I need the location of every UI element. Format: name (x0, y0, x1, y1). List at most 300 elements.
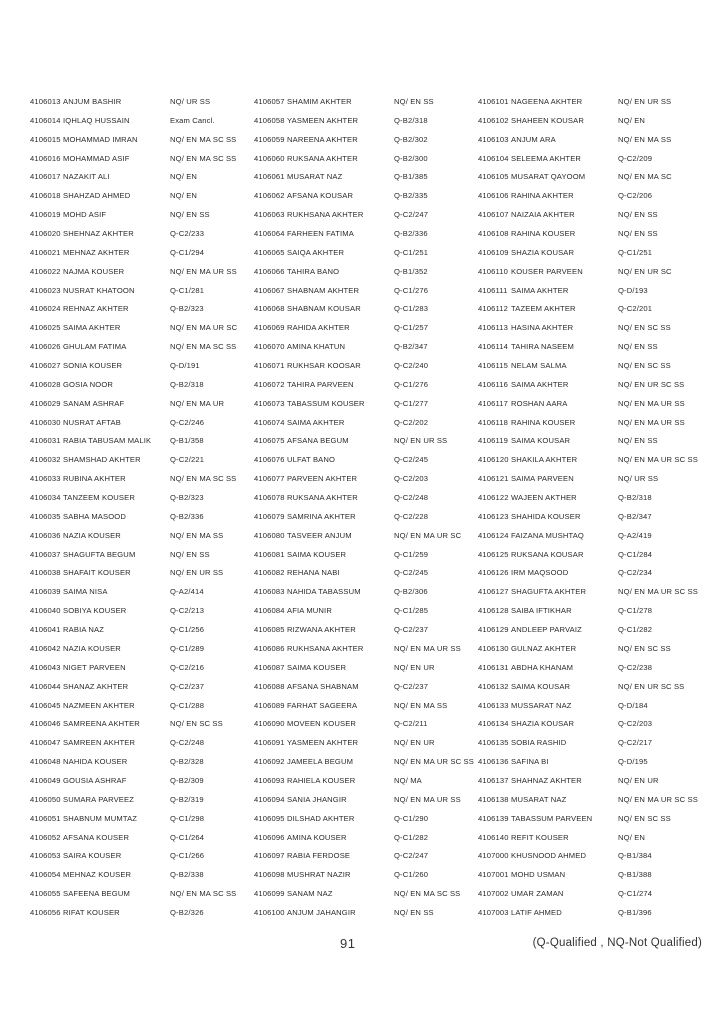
candidate-name: SHEHNAZ AKHTER (63, 229, 134, 239)
roll-number: 4106019 (30, 210, 61, 220)
candidate-name: ANJUM JAHANGIR (287, 907, 356, 917)
candidate-name: SAIMA AKHTER (287, 417, 345, 427)
candidate-name: AFSANA BEGUM (287, 436, 349, 446)
result-row (478, 357, 702, 376)
result-row (254, 697, 478, 716)
candidate-name: SAIMA KOUSAR (511, 681, 571, 691)
result-row (478, 753, 702, 772)
roll-number: 4106045 (30, 700, 61, 710)
roll-number: 4106140 (478, 832, 509, 842)
roll-number: 4106020 (30, 229, 61, 239)
result-row (254, 414, 478, 433)
result-row (254, 546, 478, 565)
result-code: NQ/ EN SS (618, 210, 658, 220)
candidate-name: SAMREEN AKHTER (63, 738, 136, 748)
result-code: Q-C1/266 (170, 851, 205, 861)
result-row (30, 319, 254, 338)
roll-number: 4106034 (30, 493, 61, 503)
result-row (254, 772, 478, 791)
result-code: NQ/ EN UR (618, 775, 659, 785)
candidate-name: AMINA KOUSER (287, 832, 347, 842)
result-row (254, 583, 478, 602)
result-row (30, 621, 254, 640)
roll-number: 4106136 (478, 757, 509, 767)
candidate-name: AFIA MUNIR (287, 606, 332, 616)
candidate-name: MOHD USMAN (511, 870, 566, 880)
result-code: Q-B1/358 (170, 436, 204, 446)
candidate-name: NUSRAT KHATOON (63, 285, 135, 295)
result-code: Q-C2/247 (394, 851, 429, 861)
result-code: NQ/ EN MA SC SS (170, 474, 237, 484)
roll-number: 4106110 (478, 266, 509, 276)
roll-number: 4106047 (30, 738, 61, 748)
result-code: Q-C2/228 (394, 511, 429, 521)
roll-number: 4106087 (254, 662, 285, 672)
candidate-name: SELEEMA AKHTER (511, 153, 582, 163)
result-row (254, 319, 478, 338)
candidate-name: SAIMA AKHTER (511, 379, 569, 389)
roll-number: 4106028 (30, 379, 61, 389)
result-row (478, 546, 702, 565)
result-row (254, 829, 478, 848)
result-code: NQ/ UR SS (618, 474, 659, 484)
result-code: Q-B1/384 (618, 851, 652, 861)
candidate-name: RUKSANA AKHTER (287, 153, 358, 163)
result-code: Q-B2/319 (170, 794, 204, 804)
result-row (30, 527, 254, 546)
qualification-legend: (Q-Qualified , NQ-Not Qualified) (532, 937, 702, 949)
result-row (478, 772, 702, 791)
candidate-name: SAIQA AKHTER (287, 247, 345, 257)
result-row (254, 225, 478, 244)
result-code: Q-C1/288 (170, 700, 205, 710)
result-code: Q-C2/248 (170, 738, 205, 748)
result-row (254, 112, 478, 131)
candidate-name: GULNAZ AKHTER (511, 643, 577, 653)
result-code: Q-C2/201 (618, 304, 653, 314)
roll-number: 4106111 (478, 285, 508, 295)
result-code: Q-C2/206 (618, 191, 653, 201)
roll-number: 4106091 (254, 738, 285, 748)
result-row (478, 206, 702, 225)
result-code: Q-C1/282 (618, 625, 653, 635)
result-code: Q-B2/306 (394, 587, 428, 597)
result-code: NQ/ EN SS (618, 229, 658, 239)
result-code: Q-C1/281 (170, 285, 205, 295)
roll-number: 4106126 (478, 568, 509, 578)
result-code: Q-C1/282 (394, 832, 429, 842)
result-row (478, 715, 702, 734)
candidate-name: SANIA JHANGIR (287, 794, 347, 804)
candidate-name: SHAMSHAD AKHTER (63, 455, 141, 465)
result-code: NQ/ EN (170, 172, 198, 182)
candidate-name: KHUSNOOD AHMED (511, 851, 587, 861)
result-row (478, 583, 702, 602)
result-row (478, 300, 702, 319)
result-code: Q-C1/278 (618, 606, 653, 616)
candidate-name: MOHAMMAD IMRAN (63, 134, 138, 144)
result-code: Q-C1/294 (170, 247, 205, 257)
candidate-name: SHAMIM AKHTER (287, 97, 352, 106)
candidate-name: ULFAT BANO (287, 455, 336, 465)
candidate-name: GOUSIA ASHRAF (63, 775, 127, 785)
roll-number: 4106130 (478, 643, 509, 653)
result-row (30, 225, 254, 244)
result-code: Q-C1/264 (170, 832, 205, 842)
result-row (254, 300, 478, 319)
candidate-name: TASVEER ANJUM (287, 530, 352, 540)
result-row (478, 621, 702, 640)
roll-number: 4106115 (478, 361, 509, 371)
roll-number: 4106097 (254, 851, 285, 861)
candidate-name: ANJUM ARA (511, 134, 556, 144)
result-code: Q-C1/276 (394, 379, 429, 389)
candidate-name: SOBIA RASHID (511, 738, 567, 748)
results-table (30, 93, 702, 923)
result-row (254, 791, 478, 810)
candidate-name: TAHIRA BANO (287, 266, 340, 276)
roll-number: 4106120 (478, 455, 509, 465)
result-code: NQ/ EN MA UR SS (394, 794, 461, 804)
result-code: Q-C2/211 (394, 719, 428, 729)
result-code: NQ/ EN MA SC (618, 172, 672, 182)
result-row (30, 678, 254, 697)
roll-number: 4106023 (30, 285, 61, 295)
candidate-name: NELAM SALMA (511, 361, 567, 371)
result-code: Q-B2/336 (170, 511, 204, 521)
roll-number: 4106076 (254, 455, 285, 465)
roll-number: 4106083 (254, 587, 285, 597)
result-row (254, 904, 478, 923)
result-row (254, 244, 478, 263)
roll-number: 4106022 (30, 266, 61, 276)
result-code: Q-B2/323 (170, 304, 204, 314)
result-code: Q-D/195 (618, 757, 648, 767)
roll-number: 4106101 (478, 97, 509, 106)
candidate-name: FARHEEN FATIMA (287, 229, 354, 239)
result-row (254, 678, 478, 697)
result-row (254, 395, 478, 414)
result-row (30, 168, 254, 187)
roll-number: 4106125 (478, 549, 509, 559)
result-code: Q-C2/221 (170, 455, 205, 465)
candidate-name: RABIA NAZ (63, 625, 105, 635)
result-code: NQ/ EN (618, 115, 646, 125)
candidate-name: FAIZANA MUSHTAQ (511, 530, 584, 540)
result-row (254, 734, 478, 753)
result-row (478, 885, 702, 904)
result-code: Q-C2/238 (618, 662, 653, 672)
candidate-name: GHULAM FATIMA (63, 342, 127, 352)
roll-number: 4106046 (30, 719, 61, 729)
result-row (254, 602, 478, 621)
candidate-name: SHAGUFTA AKHTER (511, 587, 587, 597)
candidate-name: SAMREENA AKHTER (63, 719, 140, 729)
roll-number: 4106102 (478, 115, 509, 125)
result-code: Q-C2/203 (394, 474, 429, 484)
candidate-name: PARVEEN AKHTER (287, 474, 358, 484)
candidate-name: SHABNAM KOUSAR (287, 304, 361, 314)
result-row (478, 414, 702, 433)
roll-number: 4106026 (30, 342, 61, 352)
result-code: Q-B1/385 (394, 172, 428, 182)
result-row (254, 187, 478, 206)
result-row (30, 602, 254, 621)
roll-number: 4106116 (478, 379, 509, 389)
candidate-name: IRM MAQSOOD (511, 568, 569, 578)
candidate-name: SANAM NAZ (287, 889, 333, 899)
roll-number: 4106040 (30, 606, 61, 616)
result-code: Q-B1/396 (618, 907, 652, 917)
roll-number: 4106063 (254, 210, 285, 220)
result-row (254, 659, 478, 678)
result-code: NQ/ EN SC SS (618, 361, 671, 371)
roll-number: 4106089 (254, 700, 285, 710)
roll-number: 4106074 (254, 417, 285, 427)
result-code: NQ/ EN MA SC SS (394, 889, 461, 899)
result-code: NQ/ EN MA SS (170, 530, 224, 540)
result-row (478, 131, 702, 150)
roll-number: 4106139 (478, 813, 509, 823)
candidate-name: SANAM ASHRAF (63, 398, 125, 408)
roll-number: 4106068 (254, 304, 285, 314)
candidate-name: MEHNAZ KOUSER (63, 870, 132, 880)
roll-number: 4106112 (478, 304, 509, 314)
result-code: Q-B2/309 (170, 775, 204, 785)
candidate-name: AFSANA SHABNAM (287, 681, 359, 691)
candidate-name: SHAGUFTA BEGUM (63, 549, 136, 559)
roll-number: 4106048 (30, 757, 61, 767)
result-code: Q-C2/245 (394, 455, 429, 465)
result-code: NQ/ UR SS (170, 97, 211, 106)
result-code: NQ/ EN UR SC SS (618, 681, 685, 691)
roll-number: 4106014 (30, 115, 61, 125)
roll-number: 4106025 (30, 323, 61, 333)
candidate-name: TANZEEM KOUSER (63, 493, 135, 503)
result-code: NQ/ EN MA UR SS (170, 266, 237, 276)
result-code: Q-C1/283 (394, 304, 429, 314)
result-row (478, 112, 702, 131)
roll-number: 4106021 (30, 247, 61, 257)
roll-number: 4106098 (254, 870, 285, 880)
roll-number: 4106044 (30, 681, 61, 691)
roll-number: 4106061 (254, 172, 285, 182)
roll-number: 4106096 (254, 832, 285, 842)
roll-number: 4106067 (254, 285, 285, 295)
result-code: Q-C2/217 (618, 738, 653, 748)
result-row (30, 470, 254, 489)
result-row (30, 697, 254, 716)
result-row (478, 847, 702, 866)
result-code: Q-B2/326 (170, 907, 204, 917)
result-row (254, 866, 478, 885)
candidate-name: RUKHSANA AKHTER (287, 643, 364, 653)
result-code: Q-C1/259 (394, 549, 429, 559)
candidate-name: KOUSER PARVEEN (511, 266, 583, 276)
result-row (478, 564, 702, 583)
result-code: Q-C2/237 (170, 681, 205, 691)
result-row (478, 527, 702, 546)
result-code: NQ/ EN MA SS (618, 134, 672, 144)
result-code: NQ/ EN MA UR SC SS (618, 587, 698, 597)
candidate-name: TAZEEM AKHTER (511, 304, 576, 314)
roll-number: 4106033 (30, 474, 61, 484)
candidate-name: NAZAKIT ALI (63, 172, 110, 182)
candidate-name: MUSARAT NAZ (287, 172, 343, 182)
result-code: NQ/ EN SS (170, 210, 210, 220)
result-row (478, 150, 702, 169)
roll-number: 4106129 (478, 625, 509, 635)
result-code: NQ/ EN UR SC SS (618, 379, 685, 389)
roll-number: 4106031 (30, 436, 61, 446)
result-code: NQ/ EN (170, 191, 198, 201)
result-code: NQ/ EN MA UR SS (394, 643, 461, 653)
candidate-name: SAMRINA AKHTER (287, 511, 356, 521)
candidate-name: MOHD ASIF (63, 210, 107, 220)
candidate-name: JAMEELA BEGUM (287, 757, 354, 767)
result-row (478, 904, 702, 923)
result-code: NQ/ EN SC SS (618, 323, 671, 333)
result-row (30, 395, 254, 414)
result-code: Q-B2/347 (394, 342, 428, 352)
roll-number: 4107002 (478, 889, 509, 899)
candidate-name: YASMEEN AKHTER (287, 115, 359, 125)
result-row (254, 131, 478, 150)
result-row (254, 508, 478, 527)
result-row (254, 93, 478, 112)
roll-number: 4106042 (30, 643, 61, 653)
roll-number: 4107003 (478, 907, 509, 917)
roll-number: 4106017 (30, 172, 61, 182)
result-code: Q-B2/318 (394, 115, 428, 125)
result-row (254, 847, 478, 866)
roll-number: 4106038 (30, 568, 61, 578)
candidate-name: NAJMA KOUSER (63, 266, 125, 276)
result-row (478, 319, 702, 338)
result-row (30, 376, 254, 395)
result-code: Q-D/193 (618, 285, 648, 295)
result-row (30, 300, 254, 319)
result-row (254, 206, 478, 225)
roll-number: 4106131 (478, 662, 509, 672)
candidate-name: SABHA MASOOD (63, 511, 126, 521)
roll-number: 4106105 (478, 172, 509, 182)
candidate-name: SAIMA KOUSAR (511, 436, 571, 446)
candidate-name: NAIZAIA AKHTER (511, 210, 575, 220)
candidate-name: SAIMA AKHTER (511, 285, 569, 295)
result-row (30, 451, 254, 470)
candidate-name: SHAHZAD AHMED (63, 191, 131, 201)
result-code: Q-C2/248 (394, 493, 429, 503)
result-row (30, 131, 254, 150)
candidate-name: IQHLAQ HUSSAIN (63, 115, 130, 125)
result-code: Q-B2/328 (170, 757, 204, 767)
result-code: NQ/ EN MA UR SC (394, 530, 462, 540)
roll-number: 4106090 (254, 719, 285, 729)
roll-number: 4106117 (478, 398, 509, 408)
roll-number: 4106037 (30, 549, 61, 559)
result-code: Q-C2/240 (394, 361, 429, 371)
result-code: Q-C1/256 (170, 625, 205, 635)
result-row (478, 659, 702, 678)
candidate-name: ROSHAN AARA (511, 398, 568, 408)
roll-number: 4107001 (478, 870, 509, 880)
candidate-name: MEHNAZ AKHTER (63, 247, 130, 257)
result-code: NQ/ MA (394, 775, 422, 785)
roll-number: 4106114 (478, 342, 509, 352)
result-row (30, 112, 254, 131)
candidate-name: RUKSANA KOUSAR (511, 549, 584, 559)
candidate-name: AFSANA KOUSER (63, 832, 130, 842)
roll-number: 4106109 (478, 247, 509, 257)
result-row (30, 546, 254, 565)
result-code: NQ/ EN SS (618, 342, 658, 352)
result-row (254, 338, 478, 357)
roll-number: 4106015 (30, 134, 61, 144)
roll-number: 4106027 (30, 361, 61, 371)
candidate-name: NAHIDA TABASSUM (287, 587, 361, 597)
result-code: NQ/ EN (618, 832, 646, 842)
result-code: Q-A2/414 (170, 587, 204, 597)
result-row (254, 621, 478, 640)
roll-number: 4106062 (254, 191, 285, 201)
result-code: Q-B2/347 (618, 511, 652, 521)
result-code: NQ/ EN SS (394, 97, 434, 106)
result-row (254, 640, 478, 659)
roll-number: 4106041 (30, 625, 61, 635)
result-row (30, 772, 254, 791)
result-code: Q-C2/245 (394, 568, 429, 578)
result-code: Q-C2/247 (394, 210, 429, 220)
result-code: Q-B1/352 (394, 266, 428, 276)
result-code: Q-B2/336 (394, 229, 428, 239)
result-row (30, 640, 254, 659)
candidate-name: AFSANA KOUSAR (287, 191, 354, 201)
candidate-name: MUSARAT QAYOOM (511, 172, 586, 182)
roll-number: 4106138 (478, 794, 509, 804)
result-row (478, 244, 702, 263)
result-code: Q-B2/318 (618, 493, 652, 503)
candidate-name: NAZIA KOUSER (63, 530, 121, 540)
result-row (254, 451, 478, 470)
candidate-name: SHAZIA KOUSAR (511, 247, 575, 257)
candidate-name: TABASSUM KOUSER (287, 398, 365, 408)
result-row (254, 168, 478, 187)
result-code: Q-C1/284 (618, 549, 653, 559)
result-row (478, 395, 702, 414)
candidate-name: RUBINA AKHTER (63, 474, 126, 484)
candidate-name: MUSARAT NAZ (511, 794, 567, 804)
result-code: NQ/ EN UR SS (394, 436, 448, 446)
roll-number: 4106073 (254, 398, 285, 408)
result-code: NQ/ EN MA SS (394, 700, 448, 710)
candidate-name: SAFEENA BEGUM (63, 889, 130, 899)
roll-number: 4106108 (478, 229, 509, 239)
roll-number: 4106133 (478, 700, 509, 710)
candidate-name: RABIA FERDOSE (287, 851, 351, 861)
result-row (478, 489, 702, 508)
candidate-name: SAIBA IFTIKHAR (511, 606, 572, 616)
candidate-name: SAFINA BI (511, 757, 549, 767)
result-row (478, 338, 702, 357)
candidate-name: RIFAT KOUSER (63, 907, 120, 917)
result-code: NQ/ EN UR (394, 738, 435, 748)
candidate-name: AMINA KHATUN (287, 342, 346, 352)
candidate-name: SHAZIA KOUSAR (511, 719, 575, 729)
roll-number: 4106013 (30, 97, 61, 106)
result-code: NQ/ EN UR SS (170, 568, 224, 578)
candidate-name: RAHINA KOUSER (511, 417, 576, 427)
